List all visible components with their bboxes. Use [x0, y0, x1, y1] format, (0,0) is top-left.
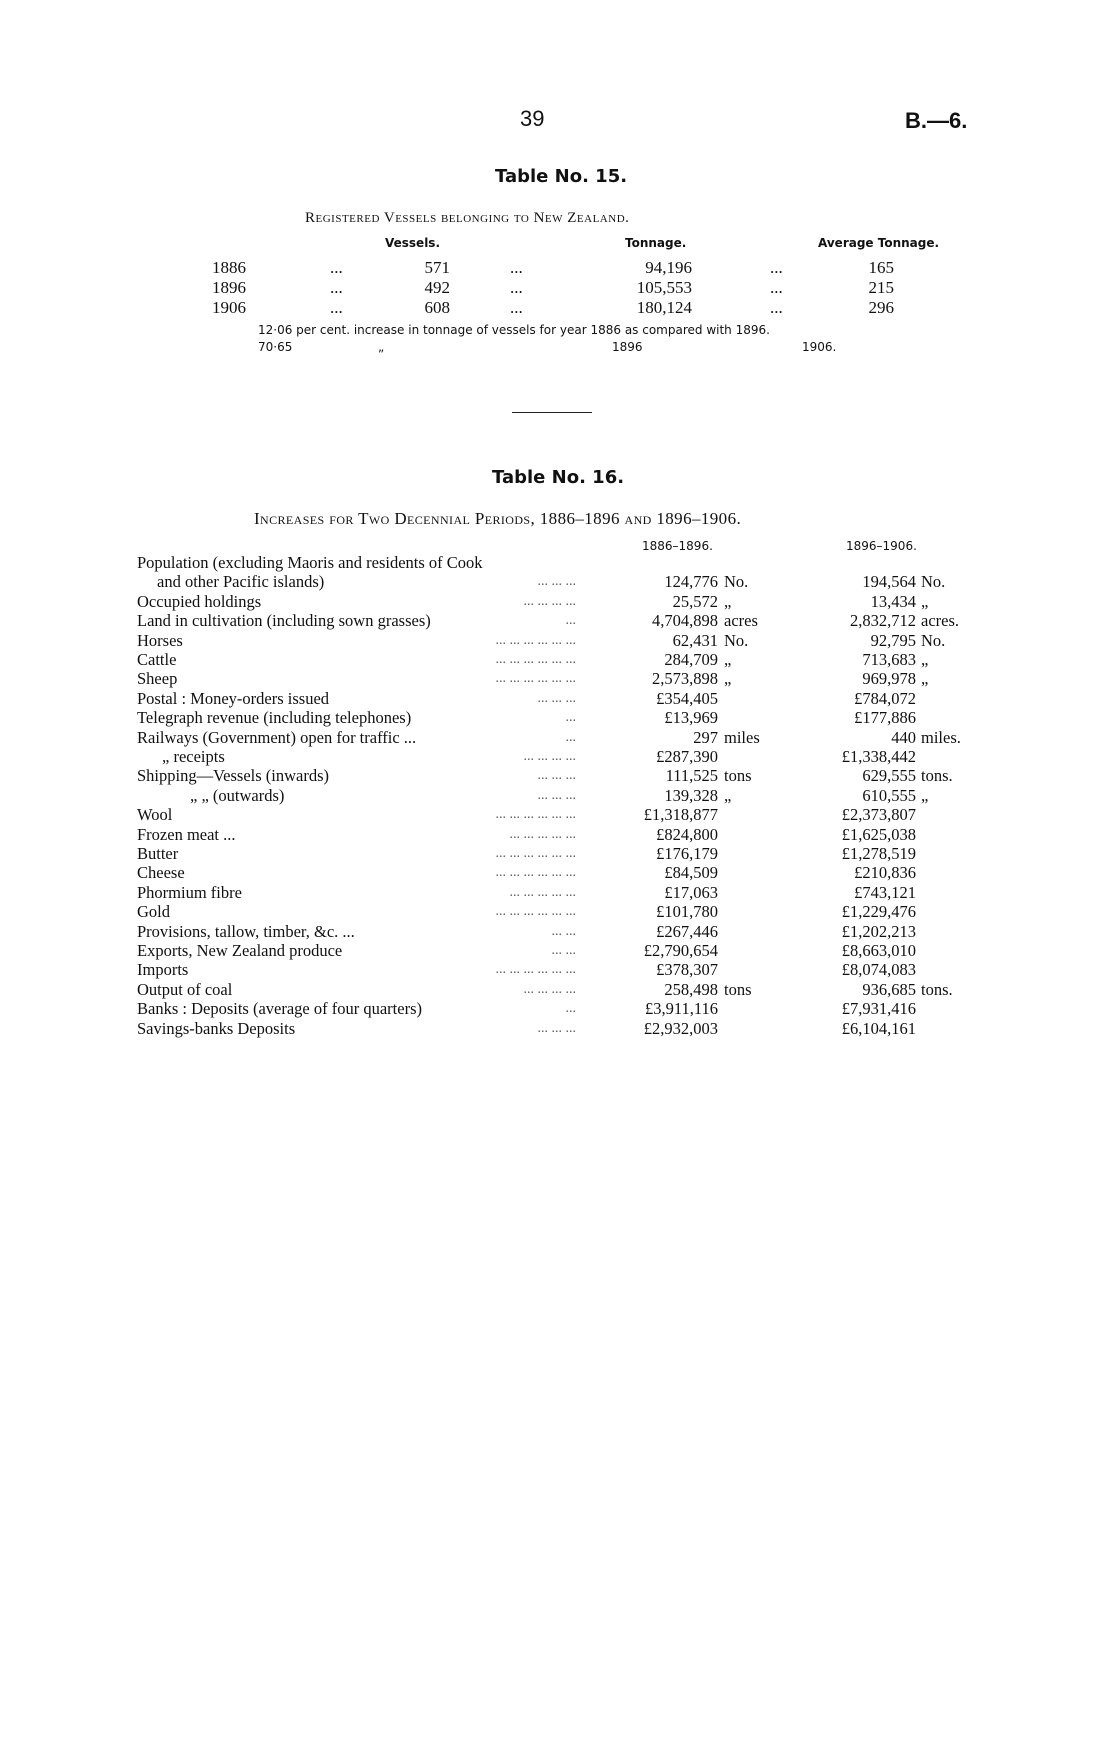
- table-16-row-label: Provisions, tallow, timber, &c. ...: [137, 922, 355, 941]
- table-16-unit-1896-1906: „: [921, 669, 929, 688]
- table-15-title: Table No. 15.: [495, 166, 628, 187]
- table-16-row-label: Land in cultivation (including sown grasses): [137, 611, 431, 630]
- table-16-value-1896-1906: £1,229,476: [841, 902, 916, 921]
- table-16-value-1896-1906: 713,683: [862, 650, 916, 669]
- table-16-unit-1896-1906: tons.: [921, 980, 953, 999]
- leader-dots: ...: [330, 258, 343, 277]
- table-16-unit-1886-1896: miles: [724, 728, 760, 747]
- leader-dots: ... ... ... ... ... ...: [495, 807, 576, 822]
- table-16-value-1896-1906: £210,836: [854, 863, 916, 882]
- leader-dots: ...: [565, 730, 576, 745]
- leader-dots: ...: [510, 298, 523, 317]
- table-16-value-1886-1896: £17,063: [664, 883, 718, 902]
- table-16-value-1896-1906: £1,625,038: [841, 825, 916, 844]
- leader-dots: ...: [510, 278, 523, 297]
- leader-dots: ... ... ...: [537, 574, 576, 589]
- table-16-row-label: Postal : Money-orders issued: [137, 689, 330, 708]
- table-16-unit-1886-1896: tons: [724, 766, 752, 785]
- leader-dots: ... ... ...: [537, 691, 576, 706]
- page-number: 39: [520, 106, 545, 131]
- table-15-col-vessels: Vessels.: [385, 236, 441, 250]
- table-16-value-1896-1906: 194,564: [862, 572, 916, 591]
- table-16-value-1886-1896: 297: [693, 728, 718, 747]
- leader-dots: ... ... ...: [537, 1021, 576, 1036]
- leader-dots: ...: [565, 613, 576, 628]
- table-16-value-1886-1896: £3,911,116: [644, 999, 718, 1018]
- table-16-value-1886-1896: £2,790,654: [643, 941, 718, 960]
- table-16-unit-1896-1906: miles.: [921, 728, 961, 747]
- table-15-tonnage: 105,553: [636, 278, 692, 297]
- table-16-unit-1896-1906: No.: [921, 631, 946, 650]
- table-16-row-label: Horses: [137, 631, 183, 650]
- table-16-unit-1886-1896: „: [724, 650, 732, 669]
- table-16-row-label: Savings-banks Deposits: [137, 1019, 296, 1038]
- table-16-value-1896-1906: £8,074,083: [841, 960, 916, 979]
- leader-dots: ... ... ...: [537, 788, 576, 803]
- section-divider: [512, 412, 592, 413]
- leader-dots: ... ...: [551, 924, 576, 939]
- leader-dots: ... ... ... ... ... ...: [495, 904, 576, 919]
- table-15-vessels: 608: [424, 298, 450, 317]
- leader-dots: ... ... ... ... ... ...: [495, 846, 576, 861]
- table-16-unit-1896-1906: No.: [921, 572, 946, 591]
- table-16-unit-1886-1896: No.: [724, 631, 749, 650]
- table-16-unit-1896-1906: „: [921, 650, 929, 669]
- table-16-row-label: Shipping—Vessels (inwards): [137, 766, 330, 785]
- leader-dots: ... ... ... ...: [523, 594, 576, 609]
- table-16-value-1896-1906: £784,072: [854, 689, 916, 708]
- table-15-note-2-ditto: „: [378, 340, 385, 354]
- table-16-subtitle: Increases for Two Decennial Periods, 1886–1896 and 1896–1906.: [254, 509, 742, 528]
- table-16-value-1896-1906: £743,121: [854, 883, 916, 902]
- table-15-col-tonnage: Tonnage.: [625, 236, 687, 250]
- table-16-value-1896-1906: 13,434: [870, 592, 916, 611]
- table-15-vessels: 571: [424, 258, 450, 277]
- table-16-value-1896-1906: £6,104,161: [841, 1019, 916, 1038]
- table-16-row-label: Cattle: [137, 650, 177, 669]
- table-16-unit-1896-1906: „: [921, 786, 929, 805]
- table-16-value-1886-1896: £84,509: [664, 863, 718, 882]
- table-16-unit-1886-1896: tons: [724, 980, 752, 999]
- table-16-value-1886-1896: £13,969: [664, 708, 718, 727]
- table-15-tonnage: 180,124: [636, 298, 692, 317]
- table-16-col-1896-1906: 1896–1906.: [846, 539, 917, 553]
- table-16-row-label: Frozen meat ...: [137, 825, 236, 844]
- leader-dots: ... ... ... ...: [523, 982, 576, 997]
- table-16-value-1886-1896: 62,431: [672, 631, 718, 650]
- table-16-value-1896-1906: 92,795: [870, 631, 916, 650]
- table-16-unit-1886-1896: „: [724, 669, 732, 688]
- leader-dots: ...: [510, 258, 523, 277]
- table-16-value-1896-1906: £1,278,519: [841, 844, 916, 863]
- table-16-row-label: Banks : Deposits (average of four quarters): [137, 999, 422, 1018]
- leader-dots: ...: [770, 298, 783, 317]
- table-16-value-1886-1896: £824,800: [656, 825, 718, 844]
- leader-dots: ... ... ... ... ... ...: [495, 962, 576, 977]
- table-16-row-label: Railways (Government) open for traffic ...: [137, 728, 417, 747]
- table-15-average: 215: [868, 278, 894, 297]
- table-16-row-label: „ receipts: [162, 747, 225, 766]
- table-16-row-label: Telegraph revenue (including telephones): [137, 708, 412, 727]
- leader-dots: ...: [565, 710, 576, 725]
- leader-dots: ... ...: [551, 943, 576, 958]
- table-16-value-1886-1896: 139,328: [664, 786, 718, 805]
- table-16-unit-1896-1906: „: [921, 592, 929, 611]
- table-16-row-label: Sheep: [137, 669, 178, 688]
- table-16-row-label: Population (excluding Maoris and residents of Cook: [137, 553, 483, 572]
- leader-dots: ... ... ... ... ... ...: [495, 633, 576, 648]
- table-15-vessels: 492: [424, 278, 450, 297]
- table-16-value-1896-1906: £7,931,416: [841, 999, 916, 1018]
- table-15-note-2-year-a: 1896: [612, 340, 643, 354]
- table-16-unit-1886-1896: acres: [724, 611, 758, 630]
- leader-dots: ... ... ... ... ... ...: [495, 671, 576, 686]
- table-16-value-1896-1906: 936,685: [862, 980, 916, 999]
- table-15-col-average: Average Tonnage.: [818, 236, 940, 250]
- table-16-row-label: Wool: [137, 805, 173, 824]
- table-16-value-1886-1896: 111,525: [665, 766, 718, 785]
- leader-dots: ...: [770, 258, 783, 277]
- table-15-note-1: 12·06 per cent. increase in tonnage of vessels for year 1886 as compared with 1896.: [258, 323, 770, 337]
- table-16-value-1896-1906: 440: [891, 728, 916, 747]
- leader-dots: ...: [330, 298, 343, 317]
- table-16-value-1896-1906: £1,202,213: [841, 922, 916, 941]
- table-16-row-label: Imports: [137, 960, 189, 979]
- table-16-title: Table No. 16.: [492, 467, 625, 488]
- table-16-row-label: Butter: [137, 844, 179, 863]
- leader-dots: ... ... ... ... ... ...: [495, 652, 576, 667]
- table-16-value-1886-1896: £1,318,877: [643, 805, 718, 824]
- leader-dots: ... ... ... ... ...: [509, 885, 576, 900]
- table-16-value-1896-1906: £2,373,807: [841, 805, 916, 824]
- document-reference: B.—6.: [905, 108, 968, 133]
- table-16-value-1886-1896: 124,776: [664, 572, 718, 591]
- leader-dots: ...: [770, 278, 783, 297]
- table-16-row-label: Output of coal: [137, 980, 233, 999]
- table-16-unit-1896-1906: tons.: [921, 766, 953, 785]
- table-16-value-1886-1896: £378,307: [656, 960, 718, 979]
- table-15-average: 165: [868, 258, 894, 277]
- table-16-row-label: and other Pacific islands): [157, 572, 325, 591]
- table-16-value-1886-1896: 25,572: [672, 592, 718, 611]
- table-16-value-1896-1906: £1,338,442: [841, 747, 916, 766]
- leader-dots: ... ... ... ... ...: [509, 827, 576, 842]
- table-16-row-label: Gold: [137, 902, 170, 921]
- table-16-value-1886-1896: £176,179: [656, 844, 718, 863]
- table-16-unit-1886-1896: No.: [724, 572, 749, 591]
- table-15-average: 296: [868, 298, 894, 317]
- table-16-value-1886-1896: £2,932,003: [643, 1019, 718, 1038]
- table-16-row-label: Occupied holdings: [137, 592, 262, 611]
- table-16-unit-1896-1906: acres.: [921, 611, 960, 630]
- table-16-row-label: Exports, New Zealand produce: [137, 941, 343, 960]
- table-16-col-1886-1896: 1886–1896.: [642, 539, 713, 553]
- leader-dots: ...: [565, 1001, 576, 1016]
- table-15-year: 1886: [212, 258, 246, 277]
- table-15-tonnage: 94,196: [645, 258, 692, 277]
- table-16-value-1886-1896: £354,405: [656, 689, 718, 708]
- table-16-value-1896-1906: £8,663,010: [841, 941, 916, 960]
- table-16-value-1886-1896: 258,498: [664, 980, 718, 999]
- table-16-value-1896-1906: 2,832,712: [850, 611, 916, 630]
- table-15-note-2-pct: 70·65: [258, 340, 293, 354]
- leader-dots: ... ... ...: [537, 768, 576, 783]
- table-15-year: 1896: [212, 278, 246, 297]
- table-16-value-1896-1906: £177,886: [854, 708, 916, 727]
- table-16-unit-1886-1896: „: [724, 592, 732, 611]
- table-16-row-label: „ „ (outwards): [190, 786, 285, 805]
- table-16-value-1886-1896: £267,446: [656, 922, 718, 941]
- table-16-row-label: Phormium fibre: [137, 883, 242, 902]
- leader-dots: ... ... ... ... ... ...: [495, 865, 576, 880]
- table-15-note-2-year-b: 1906.: [802, 340, 837, 354]
- table-16-value-1896-1906: 969,978: [862, 669, 916, 688]
- table-16-value-1886-1896: 4,704,898: [652, 611, 718, 630]
- leader-dots: ...: [330, 278, 343, 297]
- table-16-value-1886-1896: £101,780: [656, 902, 718, 921]
- table-16-value-1886-1896: 284,709: [664, 650, 718, 669]
- leader-dots: ... ... ... ...: [523, 749, 576, 764]
- table-15-subtitle: Registered Vessels belonging to New Zealand.: [305, 210, 630, 226]
- table-16-row-label: Cheese: [137, 863, 185, 882]
- table-16-value-1886-1896: 2,573,898: [652, 669, 718, 688]
- table-15-year: 1906: [212, 298, 246, 317]
- table-16-value-1896-1906: 629,555: [862, 766, 916, 785]
- table-16-value-1896-1906: 610,555: [862, 786, 916, 805]
- table-16-value-1886-1896: £287,390: [656, 747, 718, 766]
- table-16-unit-1886-1896: „: [724, 786, 732, 805]
